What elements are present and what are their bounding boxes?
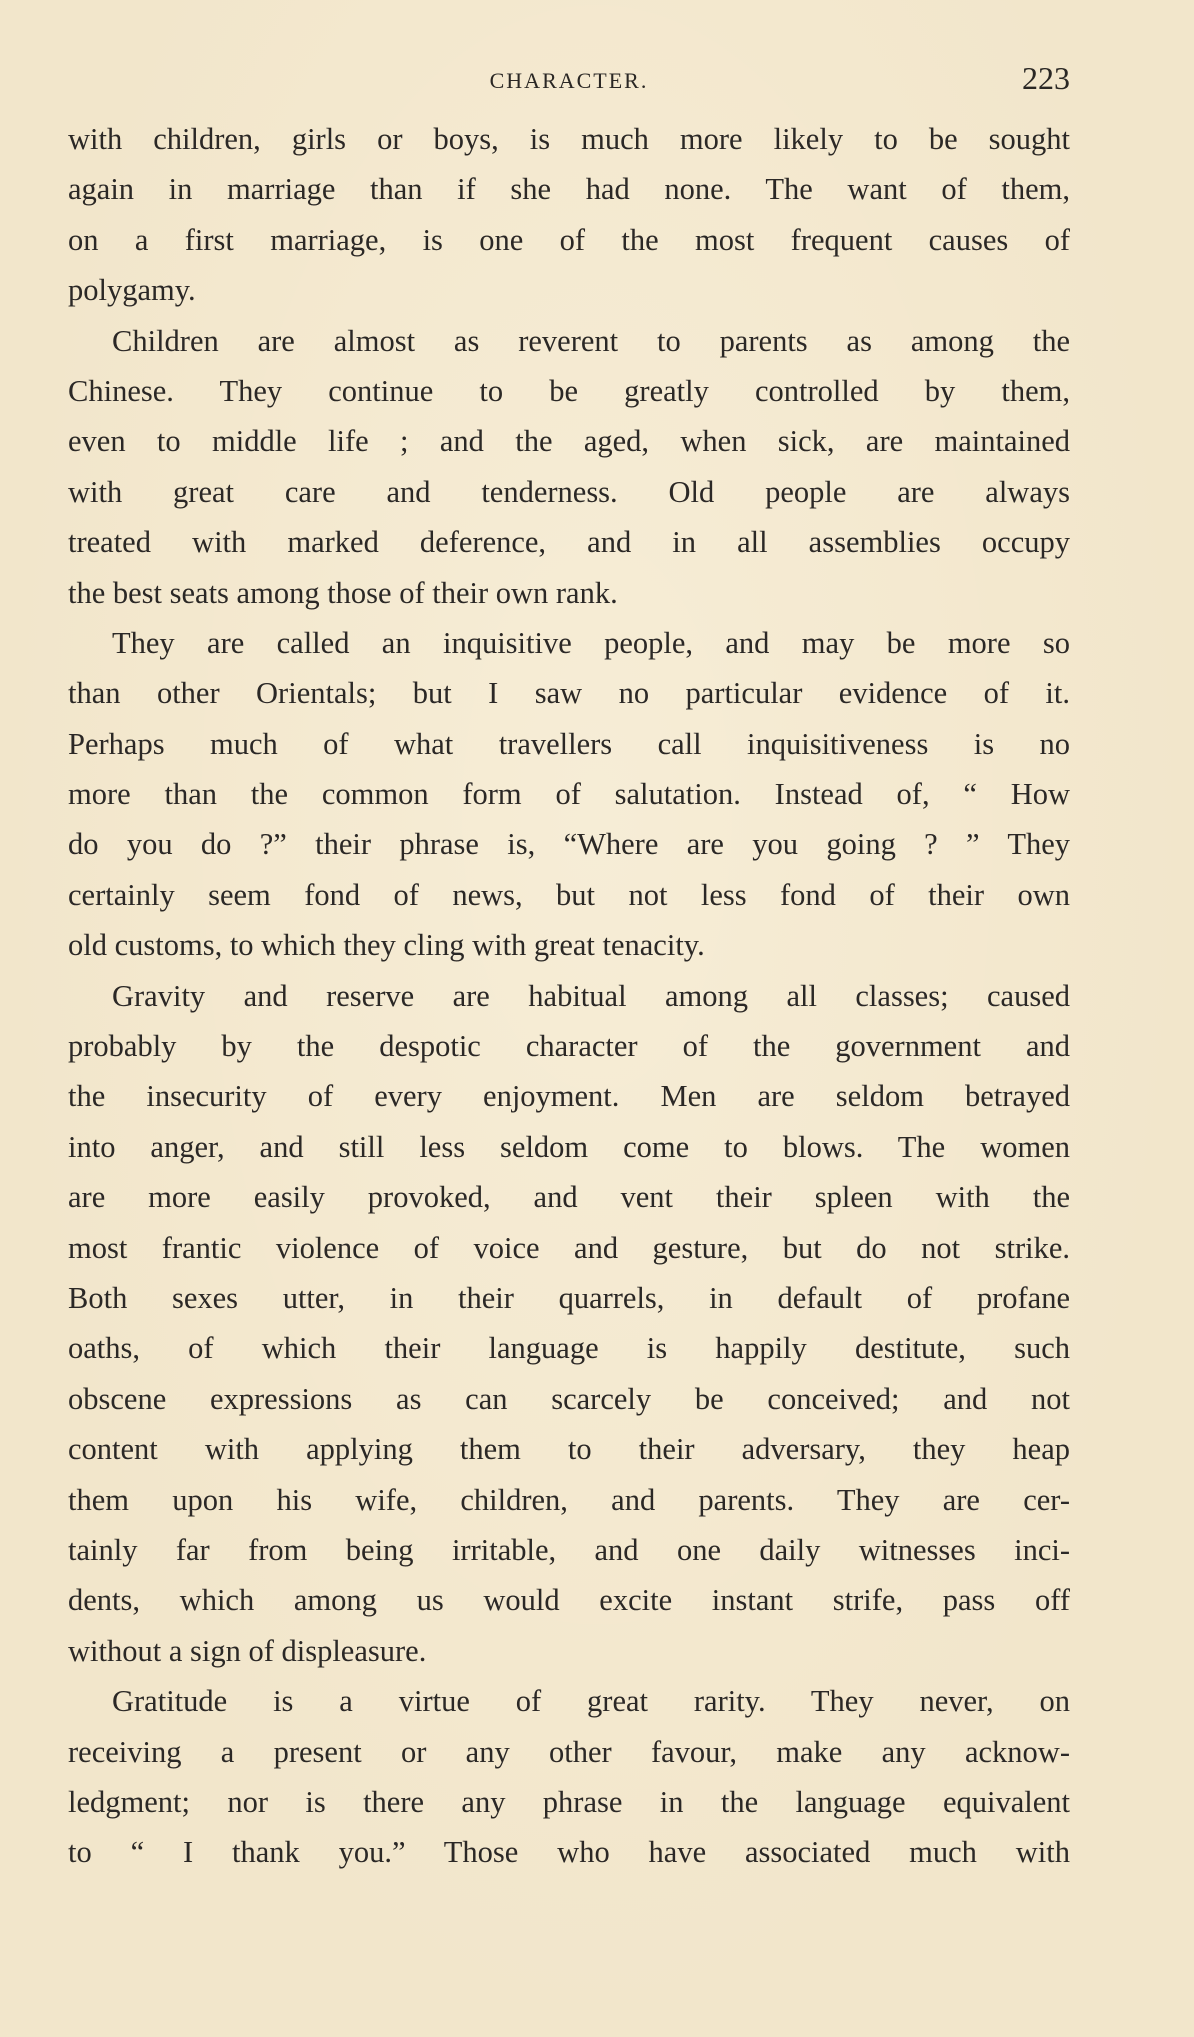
- text-line: are more easily provoked, and vent their spleen with the: [68, 1180, 1070, 1215]
- text-line: with great care and tenderness. Old people are always: [68, 474, 1070, 509]
- text-line: do you do ?” their phrase is, “Where are you going ? ” They: [68, 827, 1070, 862]
- text-line: the best seats among those of their own rank.: [68, 575, 618, 610]
- page-number: 223: [1022, 60, 1070, 96]
- text-line: Children are almost as reverent to parents as among the: [112, 323, 1070, 358]
- running-head: CHARACTER.: [489, 68, 649, 93]
- text-line: to “ I thank you.” Those who have associated much with: [68, 1835, 1070, 1870]
- text-line: Perhaps much of what travellers call inquisitiveness is no: [68, 726, 1070, 761]
- text-line: treated with marked deference, and in all assemblies occupy: [68, 525, 1070, 560]
- text-line: ledgment; nor is there any phrase in the language equivalent: [68, 1784, 1070, 1819]
- text-line: than other Orientals; but I saw no particular evidence of it.: [68, 676, 1070, 711]
- text-line: even to middle life ; and the aged, when sick, are maintained: [68, 424, 1070, 459]
- text-line: without a sign of displeasure.: [68, 1633, 427, 1668]
- text-line: again in marriage than if she had none. The want of them,: [68, 172, 1070, 207]
- text-line: dents, which among us would excite instant strife, pass off: [68, 1583, 1070, 1618]
- text-line: tainly far from being irritable, and one daily witnesses inci-: [68, 1532, 1070, 1567]
- text-line: Both sexes utter, in their quarrels, in default of profane: [68, 1280, 1070, 1315]
- text-line: oaths, of which their language is happily destitute, such: [68, 1331, 1070, 1366]
- text-line: most frantic violence of voice and gesture, but do not strike.: [68, 1230, 1070, 1265]
- text-line: more than the common form of salutation. Instead of, “ How: [68, 777, 1070, 812]
- text-line: receiving a present or any other favour, make any acknow-: [68, 1734, 1070, 1769]
- text-line: content with applying them to their adversary, they heap: [68, 1432, 1070, 1467]
- text-line: with children, girls or boys, is much more likely to be sought: [68, 122, 1070, 156]
- text-line: certainly seem fond of news, but not less fond of their own: [68, 877, 1070, 912]
- text-line: Gravity and reserve are habitual among all classes; caused: [112, 978, 1070, 1013]
- body-text: [68, 114, 1070, 1878]
- text-line: obscene expressions as can scarcely be conceived; and not: [68, 1381, 1070, 1416]
- page-header: [68, 60, 1070, 100]
- text-line: probably by the despotic character of the government and: [68, 1029, 1070, 1064]
- text-line: Gratitude is a virtue of great rarity. They never, on: [112, 1684, 1070, 1719]
- text-line: into anger, and still less seldom come to blows. The women: [68, 1129, 1070, 1164]
- text-line: the insecurity of every enjoyment. Men are seldom betrayed: [68, 1079, 1070, 1114]
- text-line: They are called an inquisitive people, and may be more so: [112, 625, 1070, 660]
- text-line: on a first marriage, is one of the most frequent causes of: [68, 222, 1070, 257]
- text-line: them upon his wife, children, and parents. They are cer-: [68, 1482, 1070, 1517]
- text-line: Chinese. They continue to be greatly controlled by them,: [68, 373, 1070, 408]
- text-line: old customs, to which they cling with great tenacity.: [68, 928, 705, 963]
- text-line: polygamy.: [68, 273, 196, 308]
